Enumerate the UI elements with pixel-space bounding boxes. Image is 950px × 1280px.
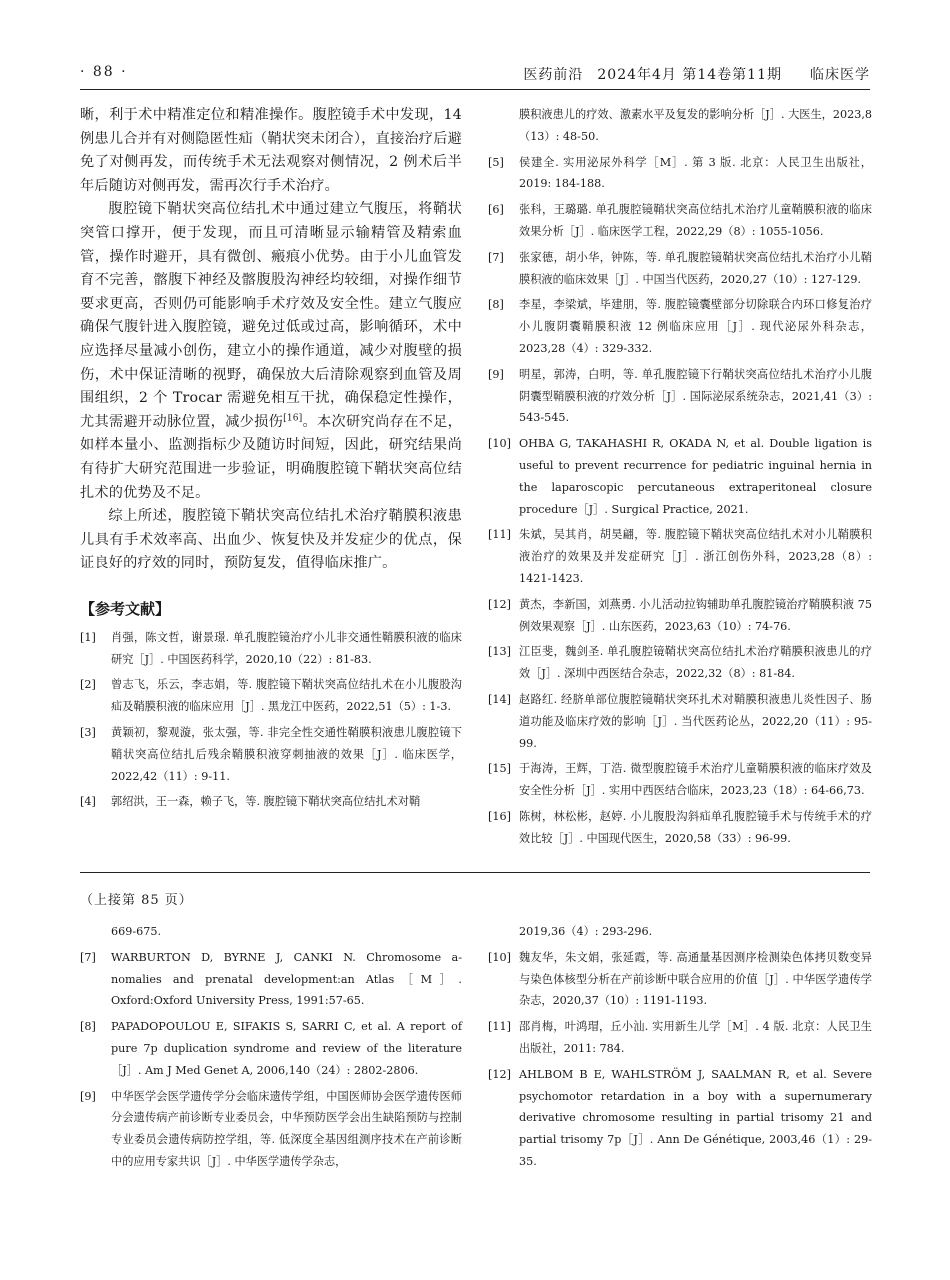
reference-text: 于海涛，王辉，丁浩. 微型腹腔镜手术治疗儿童鞘膜积液的临床疗效及安全性分析［J］. 实用中西医结合临床，2023,23（18）: 64-66,73.: [519, 762, 872, 798]
reference-number: [8]: [80, 1020, 96, 1034]
reference-continuation: [80, 921, 462, 943]
reference-text: 朱斌，吴其肖，胡昊翩，等. 腹腔镜下鞘状突高位结扎术对小儿鞘膜积液治疗的效果及并发症研究［J］. 浙江创伤外科，2023,28（8）: 1421-1423.: [519, 528, 872, 585]
journal-name: 医药前沿: [523, 67, 584, 83]
reference-continuation: [488, 104, 872, 148]
reference-item: [488, 152, 872, 196]
reference-item: [488, 689, 872, 754]
reference-number: [10]: [488, 437, 511, 451]
reference-item: [488, 758, 872, 802]
reference-text: 膜积液患儿的疗效、激素水平及复发的影响分析［J］. 大医生，2023,8（13）: 48-50.: [519, 108, 872, 143]
reference-text: 曾志飞，乐云，李志娟，等. 腹腔镜下鞘状突高位结扎术在小儿腹股沟疝及鞘膜积液的临床应用［J］. 黑龙江中医药，2022,51（5）: 1-3.: [111, 678, 462, 714]
reference-text: 张科，王璐璐. 单孔腹腔镜鞘状突高位结扎术治疗儿童鞘膜积液的临床效果分析［J］. 临床医学工程，2022,29（8）: 1055-1056.: [519, 203, 872, 238]
reference-item: [80, 722, 462, 787]
reference-text: 陈树，林松彬，赵婷. 小儿腹股沟斜疝单孔腹腔镜手术与传统手术的疗效比较［J］. 中国现代医生，2020,58（33）: 96-99.: [519, 809, 872, 845]
reference-number: [12]: [488, 1067, 511, 1081]
reference-text: 2019,36（4）: 293-296.: [519, 925, 653, 938]
reference-item: [80, 1086, 462, 1173]
reference-number: [3]: [80, 726, 96, 740]
reference-item: [80, 627, 462, 671]
page-header: [80, 64, 870, 86]
reference-number: [7]: [80, 950, 96, 964]
reference-item: [488, 364, 872, 429]
body-text: 腹腔镜下鞘状突高位结扎术中通过建立气腹压，将鞘状突管口撑开，便于发现，而且可清晰显示输精管及精索血管，操作时避开，具有微创、瘢痕小优势。由于小儿血管发育不完善，髂腹下神经及髂腹股沟神经均较细，对操作细节要求更高，否则仍可能影响手术疗效及安全性。建立气腹应确保气腹针进入腹腔镜，避免过低或过高，影响循环，术中应选择尽量减小创伤，建立小的操作通道，减少对腹壁的损伤，术中保证清晰的视野，确保放大后清除观察到血管及周围组织，2 个 Trocar 需避免相互干扰，确保稳定性操作，尤其需避开动脉位置，减少损伤: [80, 201, 462, 430]
reference-item: [80, 1016, 462, 1081]
reference-number: [6]: [488, 203, 504, 217]
reference-number: [14]: [488, 692, 511, 706]
reference-item: [488, 806, 872, 850]
reference-list: [488, 921, 872, 1173]
reference-item: [488, 294, 872, 359]
reference-item: [488, 247, 872, 291]
right-column: [488, 104, 872, 854]
reference-text: 黄颖初，黎观漩，张太强，等. 非完全性交通性鞘膜积液患儿腹腔镜下鞘状突高位结扎后残余鞘膜积液穿刺抽液的效果［J］. 临床医学，2022,42（11）: 9-11.: [111, 726, 462, 783]
reference-text: 江臣斐，魏剑圣. 单孔腹腔镜鞘状突高位结扎术治疗鞘膜积液患儿的疗效［J］. 深圳中西医结合杂志，2022,32（8）: 81-84.: [519, 645, 872, 681]
reference-number: [2]: [80, 678, 96, 692]
reference-number: [8]: [488, 298, 504, 312]
journal-info: [523, 64, 870, 84]
reference-item: [488, 1064, 872, 1173]
reference-number: [10]: [488, 950, 511, 964]
reference-item: [488, 594, 872, 638]
citation-superscript: [16]: [283, 412, 303, 423]
continued-from-label: （上接第 85 页）: [80, 893, 193, 908]
reference-text: 邵肖梅，叶鸿瑁，丘小汕. 实用新生儿学［M］. 4 版. 北京：人民卫生出版社，2011: 784.: [519, 1020, 872, 1055]
reference-list: [488, 104, 872, 850]
reference-text: 中华医学会医学遗传学分会临床遗传学组，中国医师协会医学遗传医师分会遗传病产前诊断专业委员会，中华预防医学会出生缺陷预防与控制专业委员会遗传病防控学组，等. 低深度全基因组测序技术在产前诊断中的应用专家共识［J］. 中华医学遗传学杂志，: [111, 1089, 462, 1168]
reference-item: [80, 791, 462, 813]
reference-text: PAPADOPOULOU E, SIFAKIS S, SARRI C, et al. A report of pure 7p duplication syndrome and review of the literature［J］. Am J Med Genet A, 2006,140（24）: 2802-2806.: [111, 1020, 462, 1077]
body-paragraph: 晰，利于术中精准定位和精准操作。腹腔镜手术中发现，14 例患儿合并有对侧隐匿性疝（鞘状突未闭合），直接治疗后避免了对侧再发，而传统手术无法观察对侧情况，2 例术后半年后随访对侧再发，需再次行手术治疗。: [80, 107, 462, 194]
reference-text: 郭绍洪，王一森，赖子飞，等. 腹腔镜下鞘状突高位结扎术对鞘: [111, 795, 421, 809]
issue-info: 2024年4月 第14卷第11期: [597, 67, 782, 83]
reference-item: [80, 674, 462, 718]
body-paragraph: 综上所述，腹腔镜下鞘状突高位结扎术治疗鞘膜积液患儿具有手术效率高、出血少、恢复快及并发症少的优点，保证良好的疗效的同时，预防复发，值得临床推广。: [80, 508, 462, 572]
page-number: · 88 ·: [80, 64, 128, 80]
reference-number: [9]: [488, 367, 504, 381]
reference-list: [80, 921, 462, 1173]
continued-left-column: [80, 921, 462, 1177]
reference-number: [11]: [488, 1020, 511, 1034]
reference-text: 669-675.: [111, 925, 162, 938]
body-paragraph: [80, 198, 462, 505]
reference-text: 明星，郭涛，白明，等. 单孔腹腔镜下行鞘状突高位结扎术治疗小儿腹阴囊型鞘膜积液的疗效分析［J］. 国际泌尿系统杂志，2021,41（3）: 543-545.: [519, 367, 872, 425]
reference-item: [488, 433, 872, 520]
reference-number: [13]: [488, 645, 511, 659]
reference-number: [7]: [488, 250, 504, 264]
reference-text: 张家德，胡小华，钟陈，等. 单孔腹腔镜鞘状突高位结扎术治疗小儿鞘膜积液的临床效果［J］. 中国当代医药，2020,27（10）: 127-129.: [519, 250, 872, 286]
reference-number: [11]: [488, 528, 511, 542]
references-heading: 【参考文献】: [80, 599, 171, 618]
reference-text: OHBA G, TAKAHASHI R, OKADA N, et al. Double ligation is useful to prevent recurrence for pediatric inguinal hernia in the laparoscopic percutaneous extraperitoneal closure procedure［J］. Surgical Practice, 2021.: [519, 437, 872, 516]
reference-list: [80, 627, 462, 813]
reference-text: WARBURTON D, BYRNE J, CANKI N. Chromosome a-nomalies and prenatal development:an Atlas［M］. Oxford:Oxford University Press, 1991:57-65.: [111, 950, 462, 1008]
reference-number: [5]: [488, 155, 504, 169]
reference-text: 肖强，陈文哲，谢景璟. 单孔腹腔镜治疗小儿非交通性鞘膜积液的临床研究［J］. 中国医药科学，2020,10（22）: 81-83.: [111, 630, 462, 666]
reference-number: [1]: [80, 630, 96, 644]
reference-text: 魏友华，朱文娟，张延霞，等. 高通量基因测序检测染色体拷贝数变异与染色体核型分析在产前诊断中联合应用的价值［J］. 中华医学遗传学杂志，2020,37（10）: 1191-1193.: [519, 950, 872, 1008]
reference-number: [4]: [80, 795, 96, 809]
section-divider: [80, 872, 870, 873]
reference-item: [80, 947, 462, 1012]
reference-item: [488, 524, 872, 589]
reference-text: 黄杰，李新国，刘燕勇. 小儿活动拉钩辅助单孔腹腔镜治疗鞘膜积液 75 例效果观察［J］. 山东医药，2023,63（10）: 74-76.: [519, 597, 872, 633]
reference-number: [9]: [80, 1089, 96, 1103]
reference-text: 侯建全. 实用泌尿外科学［M］. 第 3 版. 北京：人民卫生出版社，2019: 184-188.: [519, 155, 872, 191]
reference-number: [16]: [488, 809, 511, 823]
reference-continuation: [488, 921, 872, 943]
section-name: 临床医学: [810, 67, 870, 83]
reference-text: 赵路红. 经脐单部位腹腔镜鞘状突环扎术对鞘膜积液患儿炎性因子、肠道功能及临床疗效的影响［J］. 当代医药论丛，2022,20（11）: 95-99.: [519, 692, 872, 750]
reference-item: [488, 199, 872, 243]
reference-number: [12]: [488, 597, 511, 611]
reference-item: [488, 947, 872, 1012]
header-rule: [80, 89, 870, 90]
reference-item: [488, 1016, 872, 1060]
reference-text: AHLBOM B E, WAHLSTRÖM J, SAALMAN R, et al. Severe psychomotor retardation in a boy with a supernumerary derivative chromosome resulting in partial trisomy 21 and partial trisomy 7p［J］. Ann De Génétique, 2003,46（1）: 29-35.: [519, 1067, 872, 1168]
reference-number: [15]: [488, 762, 511, 776]
reference-item: [488, 641, 872, 685]
continued-right-column: [488, 921, 872, 1177]
reference-text: 李星，李梁斌，毕建朋，等. 腹腔镜囊壁部分切除联合内环口修复治疗小儿腹阴囊鞘膜积液 12 例临床应用［J］. 现代泌尿外科杂志，2023,28（4）: 329-332.: [519, 298, 872, 355]
left-column: [80, 104, 462, 817]
body-text: 。本次研究尚存在不足，如样本量小、监测指标少及随访时间短，因此，研究结果尚有待扩大研究范围进一步验证，明确腹腔镜下鞘状突高位结扎术的优势及不足。: [80, 413, 462, 501]
